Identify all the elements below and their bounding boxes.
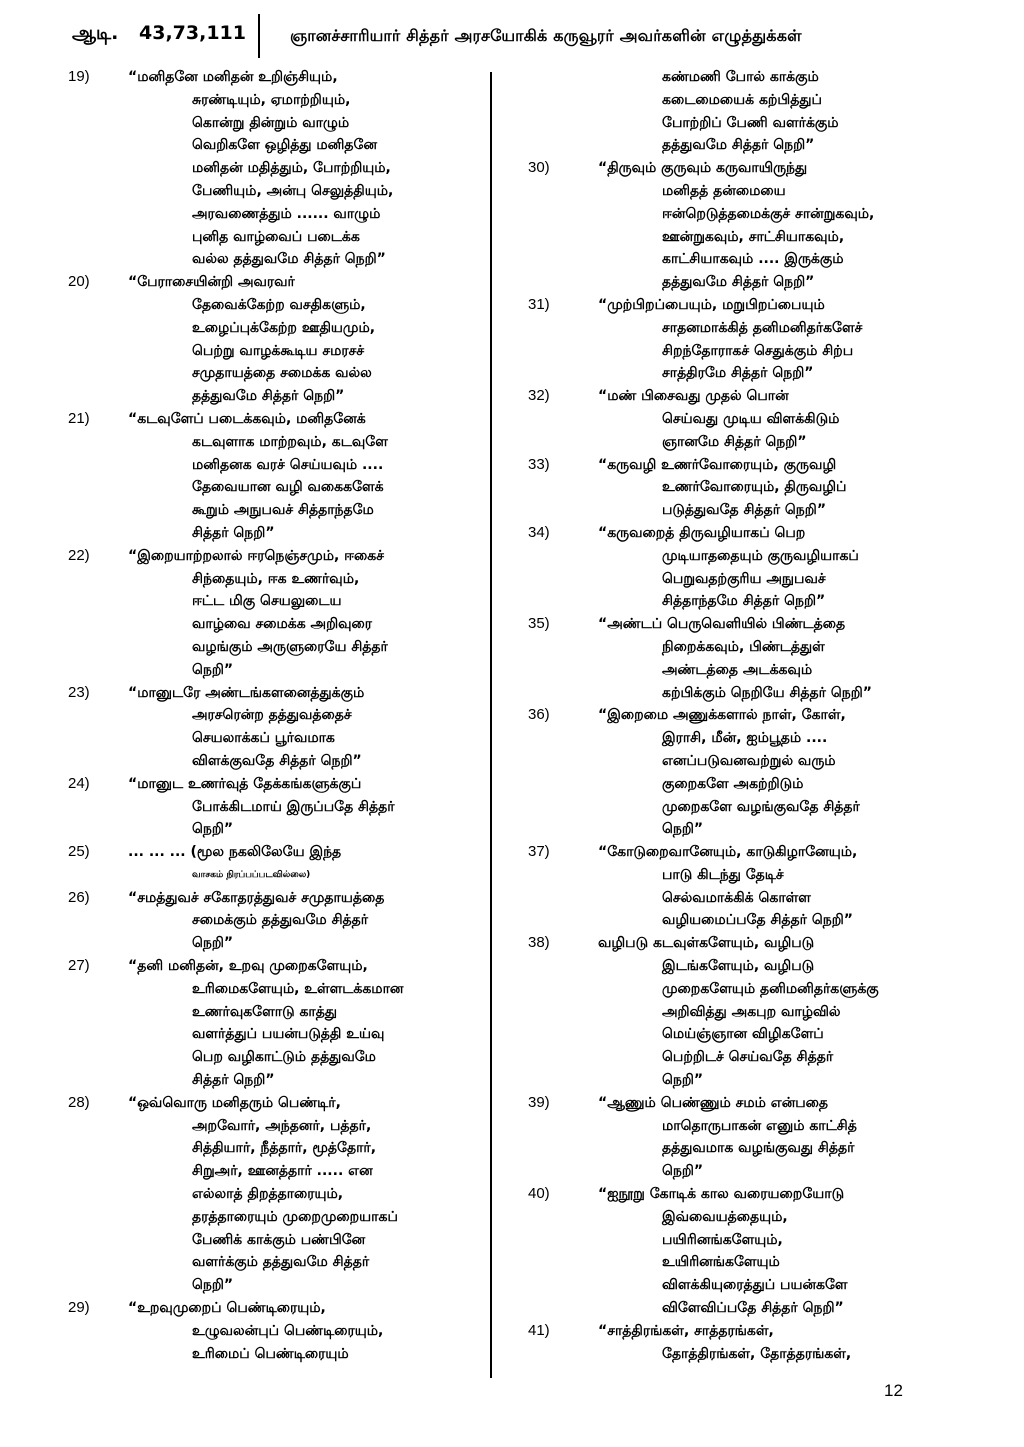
right-column	[528, 66, 968, 1365]
verse-line: சுரண்டியும், ஏமாற்றியும்,	[192, 91, 351, 108]
verse-line: உணர்வோரையும், திருவழிப்	[662, 479, 847, 496]
verse-line: கற்பிக்கும் நெறியே சித்தர் நெறி”	[662, 684, 872, 701]
verse-number: 41)	[528, 1321, 550, 1339]
verse-line: சித்தாந்தமே சித்தர் நெறி”	[662, 593, 826, 610]
verse-line: போக்கிடமாய் இருப்பதே சித்தர்	[192, 798, 395, 815]
verse-line: “கடவுளேப் படைக்கவும், மனிதனேக்	[128, 410, 366, 427]
page-number: 12	[884, 1381, 903, 1400]
verse	[528, 841, 968, 932]
verse-line: வளர்க்கும் தத்துவமே சித்தர்	[192, 1254, 370, 1271]
verse	[528, 613, 968, 704]
verse-line: இராசி, மீன், ஐம்பூதம் ....	[662, 730, 828, 747]
verse-line: நெறி”	[662, 821, 704, 838]
verse-number: 32)	[528, 387, 550, 405]
verse-line: அண்டத்தை அடக்கவும்	[662, 661, 813, 678]
verse-line: கொன்று தின்றும் வாழும்	[192, 114, 350, 131]
header-number: 43,73,111	[139, 22, 246, 44]
verse-line: உரிமைகளேயும், உள்ளடக்கமான	[192, 980, 404, 997]
verse-line: விளக்குவதே சித்தர் நெறி”	[192, 752, 362, 769]
verse-line: தத்துவமே சித்தர் நெறி”	[192, 388, 345, 405]
verse-line: முடியாததையும் குருவழியாகப்	[662, 547, 859, 564]
verse-line: கடவுளாக மாற்றவும், கடவுளே	[192, 433, 388, 450]
verse-line: உழுவலன்புப் பெண்டிரையும்,	[192, 1322, 384, 1339]
verse	[68, 545, 480, 682]
verse-number: 40)	[528, 1185, 550, 1203]
verse-line: தேவைக்கேற்ற வசதிகளும்,	[192, 296, 366, 313]
verse-line: தத்துவமே சித்தர் நெறி”	[662, 137, 815, 154]
verse-line: மனிதத் தன்மையை	[662, 182, 786, 199]
verse-line: போற்றிப் பேணி வளர்க்கும்	[662, 114, 839, 131]
verse-line: “திருவும் குருவும் கருவாயிருந்து	[598, 160, 808, 177]
verse-line: வாசகம் நிரப்பப்படவில்லை)	[192, 869, 311, 880]
verse-line: “தனி மனிதன், உறவு முறைகளேயும்,	[128, 958, 368, 975]
verse-line: வெறிகளே ஒழித்து மனிதனே	[192, 137, 378, 154]
verse-line: அறிவித்து அகபுற வாழ்வில்	[662, 1003, 841, 1020]
verse-line: வழங்கும் அருளுரையே சித்தர்	[192, 638, 388, 655]
verse-line: சிறந்தோராகச் செதுக்கும் சிற்ப	[662, 342, 854, 359]
verse-number: 27)	[68, 957, 90, 975]
verse-line: “முற்பிறப்பையும், மறுபிறப்பையும்	[598, 296, 825, 313]
verse-line: மனிதனக வரச் செய்யவும் ....	[192, 456, 384, 473]
verse-number: 22)	[68, 546, 90, 564]
verse-number: 39)	[528, 1093, 550, 1111]
verse-line: நெறி”	[192, 661, 234, 678]
verse-line: “உறவுமுறைப் பெண்டிரையும்,	[128, 1300, 326, 1317]
verse-line: பாடு கிடந்து தேடிச்	[662, 866, 784, 883]
verse-line: சிறுஅர், ஊனத்தார் ..... என	[192, 1163, 373, 1180]
verse-line: கூறும் அநுபவச் சித்தாந்தமே	[192, 502, 374, 519]
verse-line: உயிரினங்களேயும்	[662, 1254, 780, 1271]
verse-line: “கருவறைத் திருவழியாகப் பெற	[598, 524, 806, 541]
verse	[528, 704, 968, 841]
verse-line: சித்தியார், நீத்தார், மூத்தோர்,	[192, 1140, 377, 1157]
verse	[528, 157, 968, 294]
left-column	[68, 66, 480, 1365]
verse-number: 36)	[528, 706, 550, 724]
verse-line: மாதொருபாகன் எனும் காட்சித்	[662, 1117, 857, 1134]
verse-line: “ஒவ்வொரு மனிதரும் பெண்டிர்,	[128, 1094, 341, 1111]
verse-line: காட்சியாகவும் .... இருக்கும்	[662, 251, 844, 268]
verse-line: பெற்றிடச் செய்வதே சித்தர்	[662, 1049, 834, 1066]
verse-line: “இறைமை அணுக்களால் நாள், கோள்,	[598, 707, 846, 724]
verse-number: 26)	[68, 888, 90, 906]
verse-line: பேணியும், அன்பு செலுத்தியும்,	[192, 182, 394, 199]
verse-line: நெறி”	[192, 935, 234, 952]
verse-line: நெறி”	[662, 1072, 704, 1089]
verse-line: நிறைக்கவும், பிண்டத்துள்	[662, 638, 825, 655]
verse-line: வழியமைப்பதே சித்தர் நெறி”	[662, 912, 853, 929]
verse-line: சித்தர் நெறி”	[192, 524, 275, 541]
verse-line: பெறுவதற்குரிய அநுபவச்	[662, 570, 826, 587]
verse-line: தத்துவமாக வழங்குவது சித்தர்	[662, 1140, 855, 1157]
verse-line: நெறி”	[192, 821, 234, 838]
verse	[68, 1092, 480, 1297]
verse-line: “மனிதனே மனிதன் உறிஞ்சியும்,	[128, 69, 338, 85]
verse-number: 37)	[528, 843, 550, 861]
verse-line: உழைப்புக்கேற்ற ஊதியமும்,	[192, 319, 376, 336]
verse	[528, 522, 968, 613]
verse-line: சிந்தையும், ஈக உணர்வும்,	[192, 570, 360, 587]
verse-line: ஈட்ட மிகு செயலுடைய	[192, 593, 342, 610]
verse-line: செல்வமாக்கிக் கொள்ள	[662, 889, 811, 906]
verse-line: வழிபடு கடவுள்களேயும், வழிபடு	[598, 935, 815, 952]
verse	[528, 66, 968, 157]
verse-number: 34)	[528, 523, 550, 541]
verse	[68, 271, 480, 408]
verse	[68, 887, 480, 955]
verse-line: செய்வது முடிய விளக்கிடும்	[662, 410, 840, 427]
verse-number: 20)	[68, 273, 90, 291]
verse-line: முறைகளேயும் தனிமனிதர்களுக்கு	[662, 980, 879, 997]
verse-line: ஞானமே சித்தர் நெறி”	[662, 433, 807, 450]
verse-line: படுத்துவதே சித்தர் நெறி”	[662, 502, 827, 519]
verse-number: 23)	[68, 683, 90, 701]
verse-number: 28)	[68, 1093, 90, 1111]
verse-line: சமைக்கும் தத்துவமே சித்தர்	[192, 912, 369, 929]
verse	[528, 1092, 968, 1183]
verse-number: 25)	[68, 843, 90, 861]
verse-line: குறைகளே அகற்றிடும்	[662, 775, 804, 792]
verse-line: எல்லாத் திறத்தாரையும்,	[192, 1186, 344, 1203]
verse-line: வாழ்வை சமைக்க அறிவுரை	[192, 616, 373, 633]
verse	[528, 385, 968, 453]
verse-line: “கோடுறைவானேயும், காடுகிழானேயும்,	[598, 844, 858, 861]
verse-line: நெறி”	[662, 1163, 704, 1180]
verse	[528, 932, 968, 1092]
verse-line: விளேவிப்பதே சித்தர் நெறி”	[662, 1300, 844, 1317]
verse-number: 33)	[528, 455, 550, 473]
verse-line: “ஆணும் பெண்ணும் சமம் என்பதை	[598, 1094, 829, 1111]
verse-number: 30)	[528, 159, 550, 177]
verse-line: செயலாக்கப் பூர்வமாக	[192, 730, 335, 747]
verse-line: தேவையான வழி வகைகளேக்	[192, 479, 384, 496]
verse	[68, 682, 480, 773]
page-header	[0, 0, 1024, 60]
verse-line: “மானுடரே அண்டங்களனைத்துக்கும்	[128, 684, 365, 701]
verse	[68, 841, 480, 887]
verse-line: தோத்திரங்கள், தோத்தரங்கள்,	[662, 1345, 852, 1362]
verse-line: முறைகளே வழங்குவதே சித்தர்	[662, 798, 860, 815]
verse-line: இடங்களேயும், வழிபடு	[662, 958, 815, 975]
verse-line: கண்மணி போல் காக்கும்	[662, 69, 819, 85]
verse-line: உணர்வுகளோடு காத்து	[192, 1003, 337, 1020]
verse	[68, 773, 480, 841]
verse-line: சாதனமாக்கித் தனிமனிதர்களேச்	[662, 319, 863, 336]
verse-line: பயிரினங்களேயும்,	[662, 1231, 783, 1248]
verse	[68, 66, 480, 271]
verse-line: நெறி”	[192, 1277, 234, 1294]
verse-line: வளர்த்துப் பயன்படுத்தி உய்வு	[192, 1026, 385, 1043]
verse-line: “இறையாற்றலால் ஈரநெஞ்சமும், ஈகைச்	[128, 547, 385, 564]
verse-line: ... ... ... (மூல நகலிலேயே இந்த	[128, 844, 342, 861]
verse-line: தரத்தாரையும் முறைமுறையாகப்	[192, 1208, 398, 1225]
verse	[528, 1183, 968, 1320]
verse-line: பெற்று வாழக்கூடிய சமரசச்	[192, 342, 365, 359]
verse-line: “கருவழி உணர்வோரையும், குருவழி	[598, 456, 837, 473]
verse-line: மனிதன் மதித்தும், போற்றியும்,	[192, 160, 391, 177]
header-left	[72, 22, 246, 47]
verse-number: 21)	[68, 409, 90, 427]
header-label: ஆடி.	[72, 22, 119, 44]
verse-number: 35)	[528, 615, 550, 633]
verse-line: “சமத்துவச் சகோதரத்துவச் சமுதாயத்தை	[128, 889, 385, 906]
verse-line: இவ்வையத்தையும்,	[662, 1208, 788, 1225]
verse-line: கடைமையைக் கற்பித்துப்	[662, 91, 822, 108]
verse-line: சமுதாயத்தை சமைக்க வல்ல	[192, 365, 372, 382]
verse-line: பேணிக் காக்கும் பண்பினே	[192, 1231, 366, 1248]
verse	[528, 1320, 968, 1366]
verse-line: “மண் பிசைவது முதல் பொன்	[598, 388, 789, 405]
verse-line: “சாத்திரங்கள், சாத்தரங்கள்,	[598, 1322, 774, 1339]
verse-line: புனித வாழ்வைப் படைக்க	[192, 228, 360, 245]
verse-line: வல்ல தத்துவமே சித்தர் நெறி”	[192, 251, 386, 268]
verse-number: 29)	[68, 1299, 90, 1317]
verse-number: 31)	[528, 295, 550, 313]
verse	[528, 454, 968, 522]
verse-line: அரவணைத்தும் ...... வாழும்	[192, 205, 381, 222]
verse-number: 24)	[68, 774, 90, 792]
verse	[528, 294, 968, 385]
header-title: ஞானச்சாரியார் சித்தர் அரசயோகிக் கருவூரர் அவர்களின் எழுத்துக்கள்	[290, 26, 802, 45]
verse-line: “மானுட உணர்வுத் தேக்கங்களுக்குப்	[128, 775, 362, 792]
verse-line: ஊன்றுகவும், சாட்சியாகவும்,	[662, 228, 845, 245]
verse-line: தத்துவமே சித்தர் நெறி”	[662, 274, 815, 291]
verse-line: “ஐநூறு கோடிக் கால வரையறையோடு	[598, 1186, 845, 1203]
verse-line: “அண்டப் பெருவெளியில் பிண்டத்தை	[598, 616, 846, 633]
verse-line: அறவோர், அந்தனர், பத்தர்,	[192, 1117, 372, 1134]
verse-number: 19)	[68, 68, 90, 85]
verse-line: உரிமைப் பெண்டிரையும்	[192, 1345, 349, 1362]
verse-line: பெற வழிகாட்டும் தத்துவமே	[192, 1049, 376, 1066]
verse-number: 38)	[528, 934, 550, 952]
verse-line: “பேராசையின்றி அவரவர்	[128, 274, 295, 291]
verse	[68, 1297, 480, 1365]
verse-line: எனப்படுவனவற்றுல் வரும்	[662, 752, 836, 769]
verse	[68, 408, 480, 545]
verse-line: சித்தர் நெறி”	[192, 1072, 275, 1089]
column-divider	[490, 72, 492, 1378]
verse-line: சாத்திரமே சித்தர் நெறி”	[662, 365, 814, 382]
verse-line: ஈன்றெடுத்தமைக்குச் சான்றுகவும்,	[662, 205, 875, 222]
verse-line: விளக்கியுரைத்துப் பயன்களே	[662, 1277, 848, 1294]
verse-line: மெய்ஞ்ஞான விழிகளேப்	[662, 1026, 824, 1043]
verse	[68, 955, 480, 1092]
verse-line: அரசரென்ற தத்துவத்தைச்	[192, 707, 352, 724]
header-separator	[258, 14, 260, 58]
